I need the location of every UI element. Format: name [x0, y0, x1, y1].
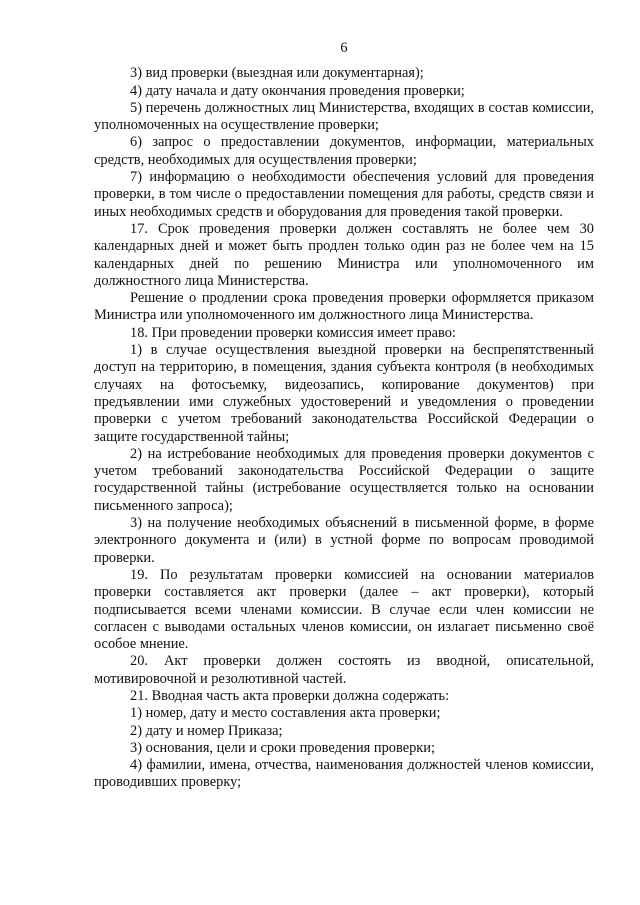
paragraph: 7) информацию о необходимости обеспечения условий для проведения проверки, в том числе о предоставлении помещения для работы, средств связи и иных необходимых средств и оборудования для проведения такой проверки. — [94, 169, 594, 220]
paragraph: 19. По результатам проверки комиссией на основании материалов проверки составляется акт проверки (далее – акт проверки), который подписывается всеми членами комиссии. В случае если член комиссии не согласен с выводами остальных членов комиссии, он излагает письменно своё особое мнение. — [94, 566, 594, 653]
paragraph: 21. Вводная часть акта проверки должна содержать: — [130, 687, 450, 704]
paragraph: 2) дату и номер Приказа; — [130, 722, 283, 739]
paragraph: 17. Срок проведения проверки должен составлять не более чем 30 календарных дней и может быть продлен только один раз не более чем на 15 календарных дней по решению Министра или уполномоченного им должностного лица Министерства. — [94, 220, 594, 289]
paragraph: 3) вид проверки (выездная или документарная); — [130, 65, 424, 82]
paragraph: 18. При проведении проверки комиссия имеет право: — [130, 324, 456, 341]
paragraph: 5) перечень должностных лиц Министерства, входящих в состав комиссии, уполномоченных на осуществление проверки; — [94, 99, 594, 134]
paragraph: 20. Акт проверки должен состоять из вводной, описательной, мотивировочной и резолютивной частей. — [94, 653, 594, 687]
paragraph: 6) запрос о предоставлении документов, информации, материальных средств, необходимых для осуществления проверки; — [94, 134, 594, 168]
paragraph: 2) на истребование необходимых для проведения проверки документов с учетом требований законодательства Российской Федерации о защите государственной тайны (истребование осуществляется только на основании письменного запроса); — [94, 445, 594, 514]
paragraph: 3) основания, цели и сроки проведения проверки; — [130, 739, 435, 756]
paragraph: 3) на получение необходимых объяснений в письменной форме, в форме электронного документа и (или) в устной форме по вопросам проводимой проверки. — [94, 515, 594, 566]
page-number: 6 — [340, 40, 348, 56]
document-page — [94, 40, 594, 792]
paragraph: Решение о продлении срока проведения проверки оформляется приказом Министра или уполномоченного им должностного лица Министерства. — [94, 290, 594, 324]
paragraph: 4) фамилии, имена, отчества, наименования должностей членов комиссии, проводивших проверку; — [94, 757, 594, 791]
paragraph: 1) в случае осуществления выездной проверки на беспрепятственный доступ на территорию, в помещения, здания субъекта контроля (в необходимых случаях на фотосъемку, видеозапись, копирование документов) при предъявлении ими служебных удостоверений и уведомления о проведении проверки с учетом требований законодательства Российской Федерации о защите государственной тайны; — [94, 342, 594, 445]
paragraph: 4) дату начала и дату окончания проведения проверки; — [130, 82, 465, 99]
paragraph: 1) номер, дату и место составления акта проверки; — [130, 705, 441, 722]
